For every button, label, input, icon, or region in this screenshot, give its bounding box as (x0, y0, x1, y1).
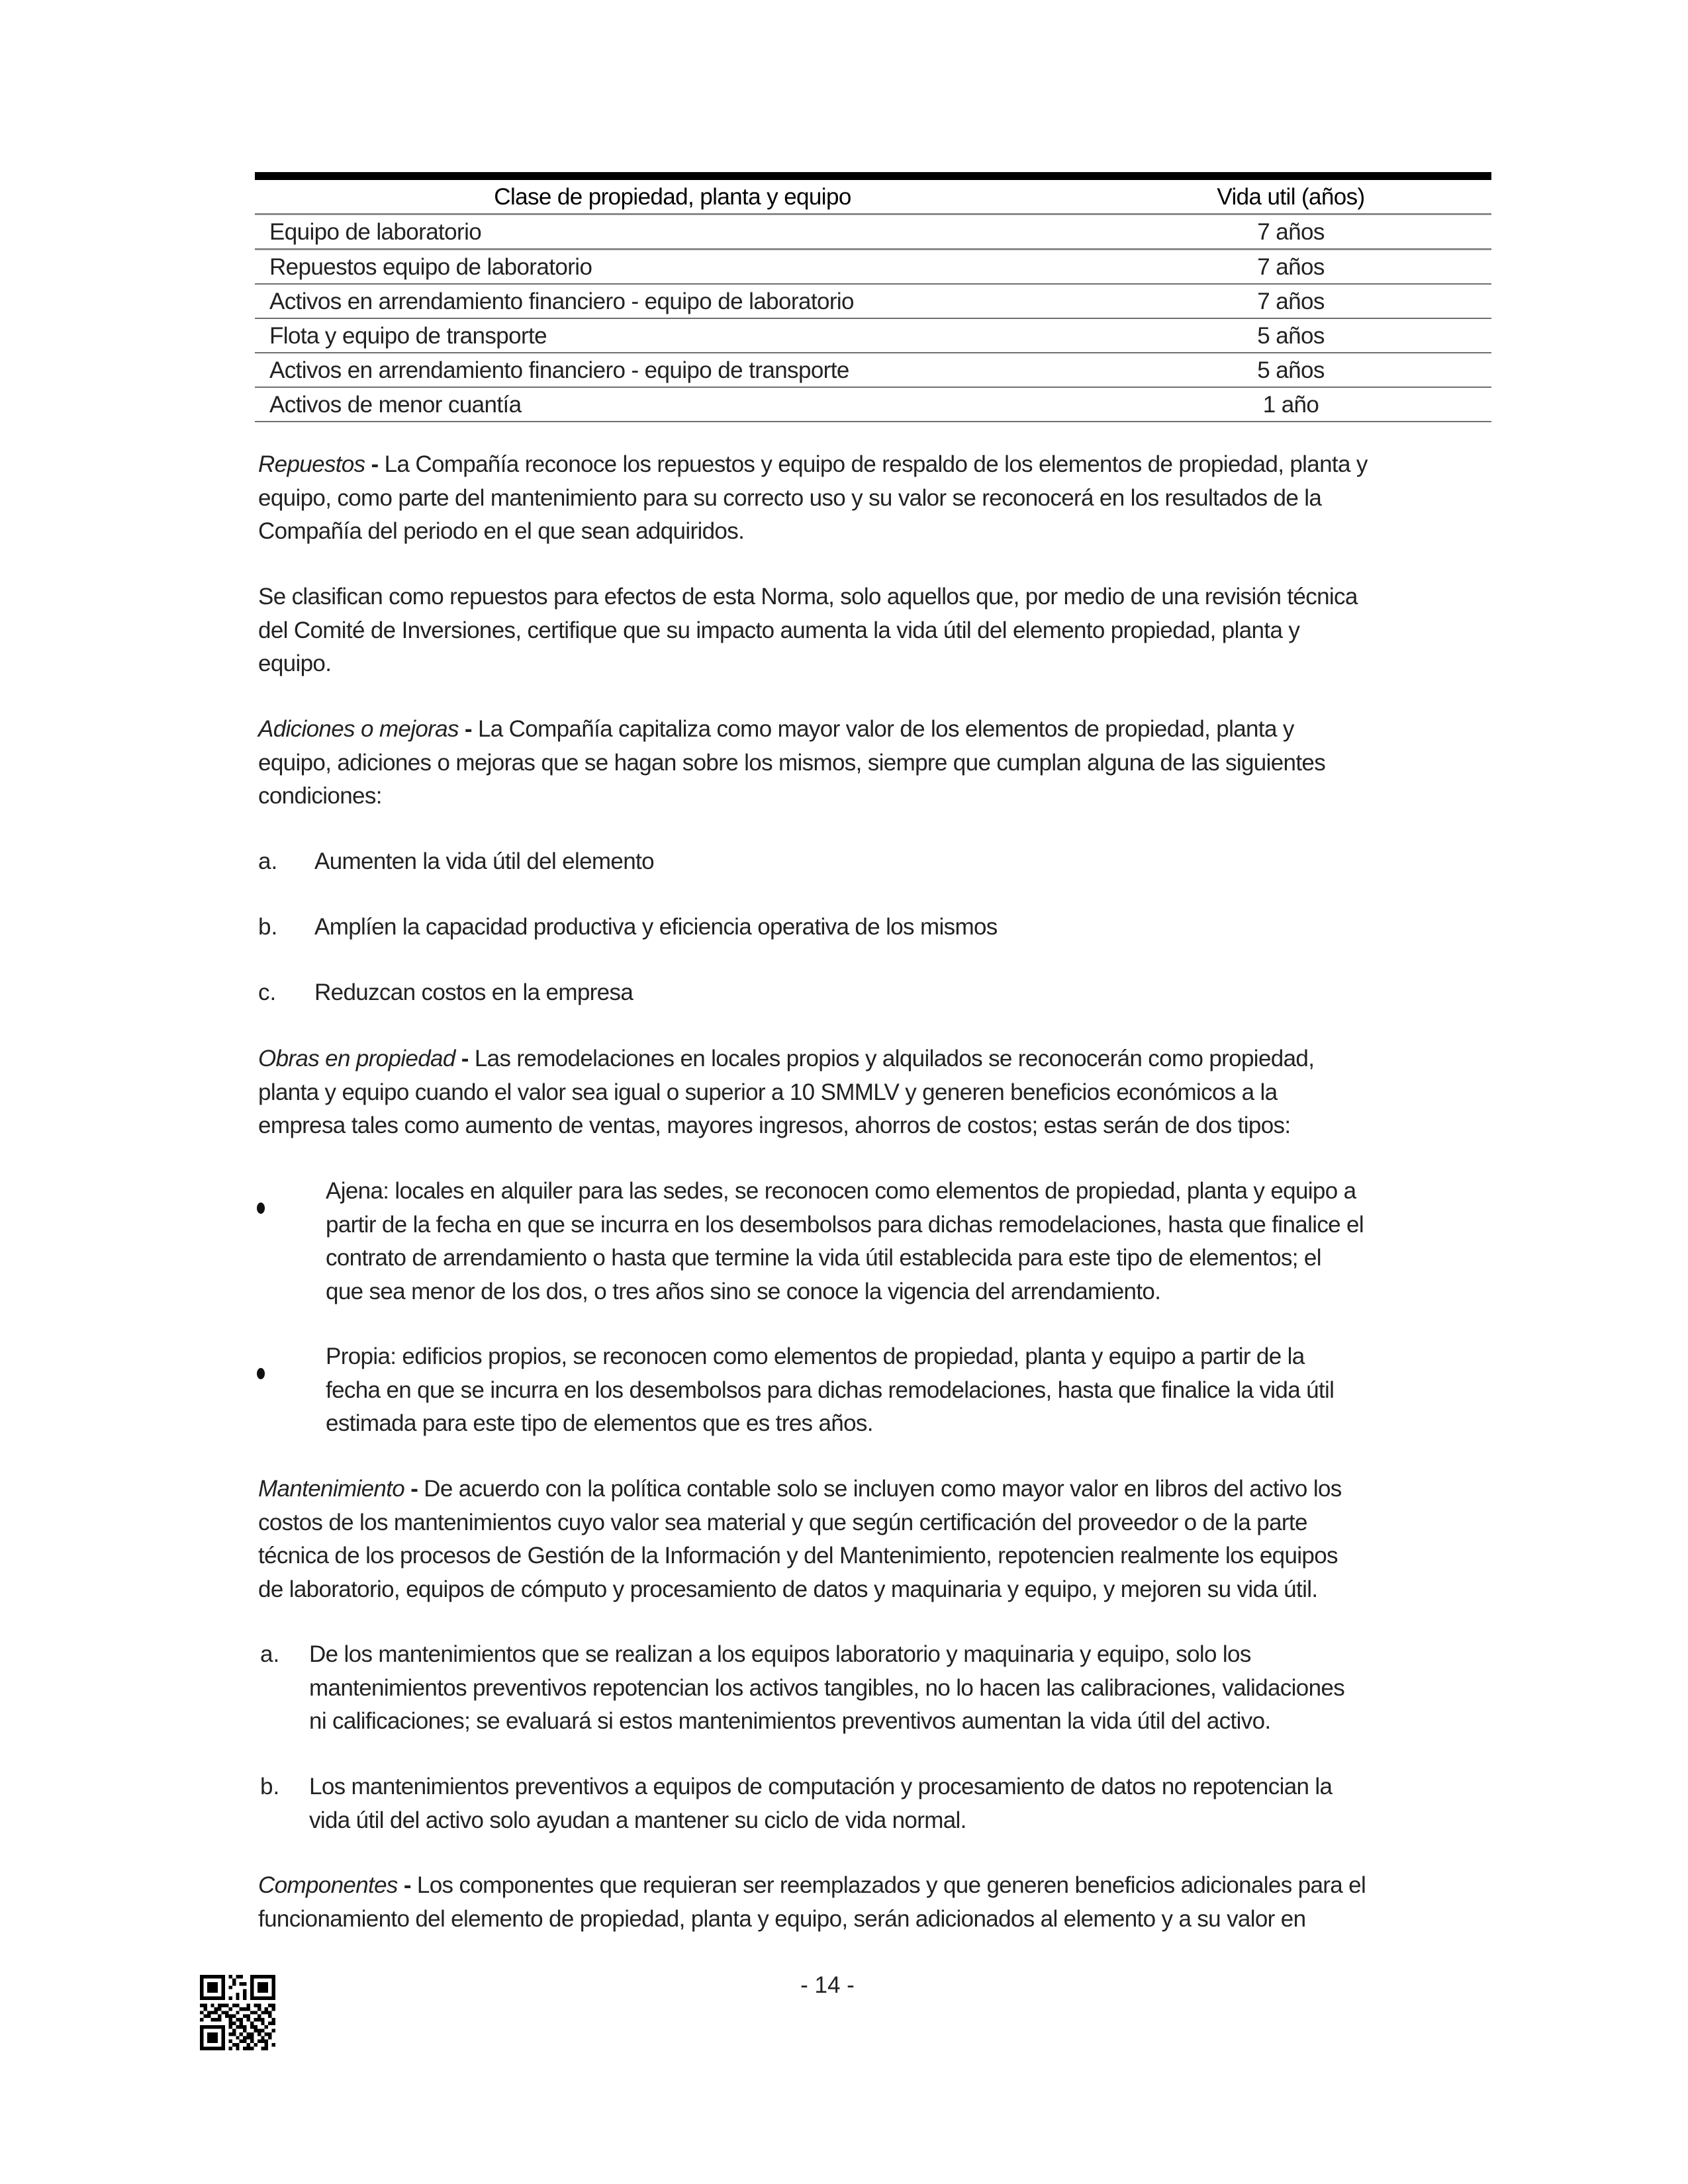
section-title-repuestos: Repuestos (258, 451, 365, 477)
table-cell-class: Equipo de laboratorio (255, 214, 1090, 250)
list-item: Reduzcan costos en la empresa (314, 979, 633, 1005)
paragraph-line: condiciones: (258, 783, 382, 809)
paragraph-clasificacion (258, 580, 1503, 681)
bullet-icon (257, 1203, 265, 1214)
list-marker: b. (260, 1774, 280, 1799)
paragraph-line: técnica de los procesos de Gestión de la Información y del Mantenimiento, repotencien realmente los equipos (258, 1543, 1338, 1569)
qr-code-icon (200, 1975, 275, 2050)
list-marker: a. (258, 848, 278, 874)
section-title-obras: Obras en propiedad (258, 1046, 455, 1071)
paragraph-line: Compañía del periodo en el que sean adquiridos. (258, 518, 745, 544)
paragraph-line: equipo, adiciones o mejoras que se hagan sobre los mismos, siempre que cumplan alguna de las siguientes (258, 749, 1326, 776)
list-item: Amplíen la capacidad productiva y eficiencia operativa de los mismos (314, 914, 998, 940)
paragraph-line: Repuestos - La Compañía reconoce los repuestos y equipo de respaldo de los elementos de propiedad, planta y (258, 451, 1368, 477)
paragraph-line: empresa tales como aumento de ventas, mayores ingresos, ahorros de costos; estas serán de dos tipos: (258, 1113, 1291, 1138)
table-cell-class: Activos de menor cuantía (255, 387, 1090, 422)
table-cell-life: 5 años (1090, 353, 1491, 387)
useful-life-table (255, 172, 1491, 422)
table-header-life: Vida util (años) (1090, 180, 1491, 214)
paragraph-mantenimiento (258, 1473, 1503, 1606)
paragraph-obras (258, 1042, 1503, 1143)
paragraph-line: Componentes - Los componentes que requieran ser reemplazados y que generen beneficios adicionales para el (258, 1872, 1366, 1898)
paragraph-line: costos de los mantenimientos cuyo valor sea material y que según certificación del proveedor o de la parte (258, 1509, 1307, 1535)
paragraph-adiciones (258, 713, 1503, 813)
list-item: Propia: edificios propios, se reconocen como elementos de propiedad, planta y equipo a partir de la fecha en que se incurra en los desembolsos para dichas remodelaciones, hasta que finalice la vida útil estimada para este tipo de elementos que es tres años. (326, 1343, 1335, 1436)
list-marker: a. (260, 1641, 280, 1667)
paragraph-line: equipo, como parte del mantenimiento para su correcto uso y su valor se reconocerá en los resultados de la (258, 484, 1322, 511)
table-cell-class: Repuestos equipo de laboratorio (255, 250, 1090, 285)
table-cell-life: 5 años (1090, 318, 1491, 353)
table-header-class: Clase de propiedad, planta y equipo (255, 180, 1090, 214)
table-cell-class: Flota y equipo de transporte (255, 318, 1090, 353)
paragraph-line: Obras en propiedad - Las remodelaciones en locales propios y alquilados se reconocerán como propiedad, (258, 1046, 1315, 1071)
table-cell-class: Activos en arrendamiento financiero - equipo de laboratorio (255, 284, 1090, 318)
table-cell-life: 1 año (1090, 387, 1491, 422)
list-item: Aumenten la vida útil del elemento (314, 848, 654, 874)
paragraph-line: funcionamiento del elemento de propiedad, planta y equipo, serán adicionados al elemento y a su valor en (258, 1905, 1306, 1932)
table-cell-life: 7 años (1090, 214, 1491, 250)
table-row (255, 387, 1491, 422)
list-marker: c. (258, 979, 277, 1005)
table-row (255, 353, 1491, 387)
list-item: Los mantenimientos preventivos a equipos de computación y procesamiento de datos no repotencian la vida útil del activo solo ayudan a mantener su ciclo de vida normal. (309, 1774, 1333, 1833)
table-cell-class: Activos en arrendamiento financiero - equipo de transporte (255, 353, 1090, 387)
paragraph-componentes (258, 1869, 1503, 1936)
paragraph-line: del Comité de Inversiones, certifique que su impacto aumenta la vida útil del elemento propiedad, planta y (258, 617, 1300, 643)
table-top-rule (255, 172, 1491, 180)
paragraph-line: Adiciones o mejoras - La Compañía capitaliza como mayor valor de los elementos de propiedad, planta y (258, 716, 1294, 742)
paragraph-line: equipo. (258, 651, 332, 676)
paragraph-line: planta y equipo cuando el valor sea igual o superior a 10 SMMLV y generen beneficios económicos a la (258, 1079, 1278, 1105)
list-marker: b. (258, 914, 278, 940)
page-number: - 14 - (800, 1972, 855, 1998)
paragraph-line: de laboratorio, equipos de cómputo y procesamiento de datos y maquinaria y equipo, y mejoren su vida útil. (258, 1576, 1318, 1602)
section-title-mantenimiento: Mantenimiento (258, 1476, 405, 1502)
table-header-row (255, 180, 1491, 214)
section-title-adiciones: Adiciones o mejoras (258, 716, 459, 742)
table-row (255, 318, 1491, 353)
table-cell-life: 7 años (1090, 284, 1491, 318)
table-row (255, 250, 1491, 285)
paragraph-line: Mantenimiento - De acuerdo con la política contable solo se incluyen como mayor valor en libros del activo los (258, 1476, 1342, 1502)
paragraph-repuestos (258, 448, 1503, 549)
bullet-icon (257, 1368, 265, 1379)
table-row (255, 214, 1491, 250)
paragraph-line: Se clasifican como repuestos para efectos de esta Norma, solo aquellos que, por medio de una revisión técnica (258, 584, 1358, 610)
section-title-componentes: Componentes (258, 1872, 398, 1898)
table-row (255, 284, 1491, 318)
list-item: De los mantenimientos que se realizan a los equipos laboratorio y maquinaria y equipo, solo los mantenimientos preventivos repotencian los activos tangibles, no lo hacen las calibraciones, validaciones ni calificaciones; se evaluará si estos mantenimientos preventivos aumentan la vida útil del activo. (309, 1641, 1345, 1734)
table-cell-life: 7 años (1090, 250, 1491, 285)
list-item: Ajena: locales en alquiler para las sedes, se reconocen como elementos de propiedad, planta y equipo a partir de la fecha en que se incurra en los desembolsos para dichas remodelaciones, hasta que finalice el contrato de arrendamiento o hasta que termine la vida útil establecida para este tipo de elementos; el que sea menor de los dos, o tres años sino se conoce la vigencia del arrendamiento. (326, 1178, 1364, 1304)
